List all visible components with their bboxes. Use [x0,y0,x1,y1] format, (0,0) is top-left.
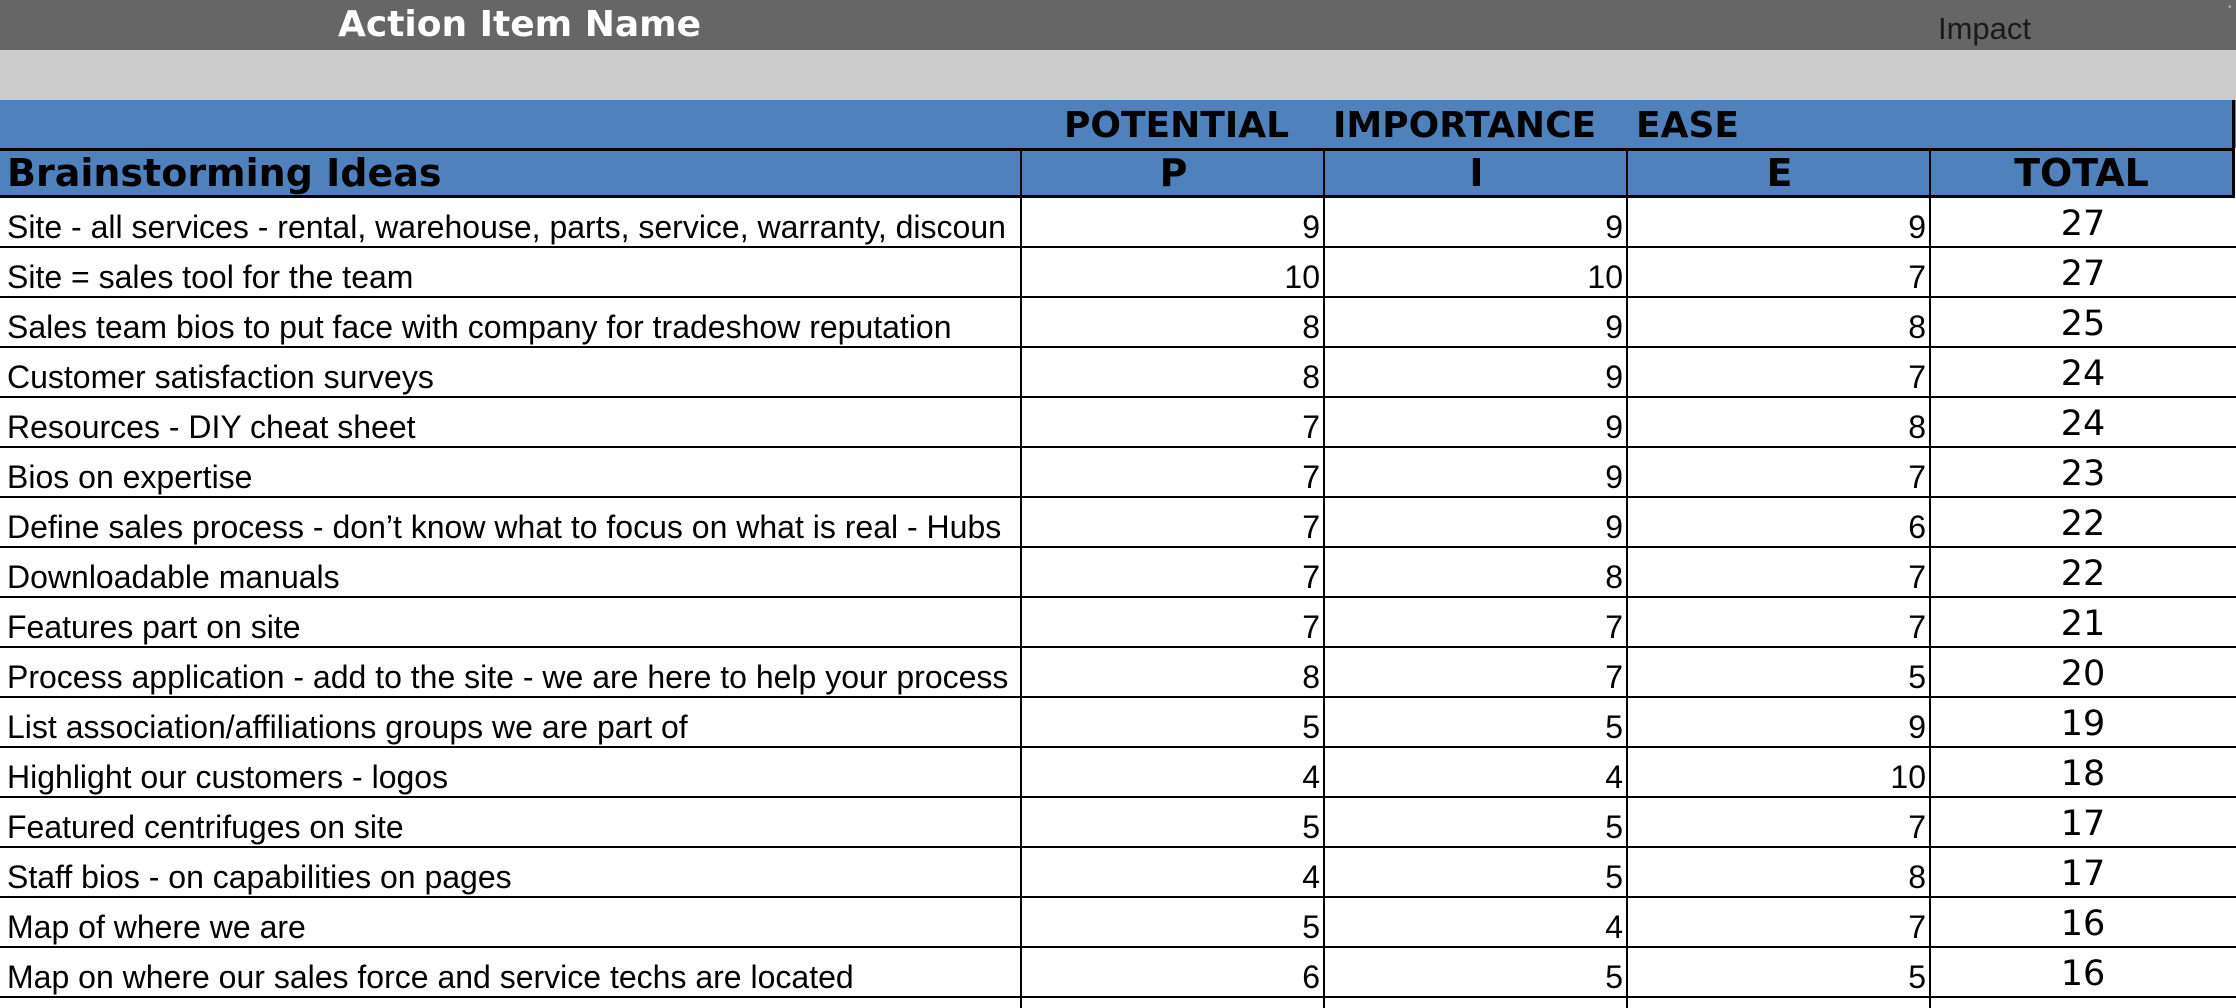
idea-cell[interactable]: Resources - DIY cheat sheet [7,409,416,445]
header-total[interactable]: TOTAL [2014,151,2149,195]
ease-cell[interactable]: 9 [1908,209,1926,245]
sheet-title: Action Item Name [338,4,702,45]
potential-cell[interactable]: 7 [1302,409,1320,445]
potential-cell[interactable]: 7 [1302,609,1320,645]
ease-cell[interactable]: 7 [1908,559,1926,595]
table-row [0,398,2236,448]
ease-cell[interactable]: 7 [1908,609,1926,645]
total-cell[interactable]: 19 [2060,704,2106,744]
total-cell[interactable]: 21 [2060,604,2106,644]
table-row [0,348,2236,398]
importance-cell[interactable]: 5 [1605,859,1623,895]
potential-cell[interactable]: 10 [1284,259,1320,295]
ease-cell[interactable]: 10 [1890,759,1926,795]
table-row [0,848,2236,898]
total-cell[interactable]: 17 [2060,854,2106,894]
header-brainstorming-ideas[interactable]: Brainstorming Ideas [7,151,442,195]
total-cell[interactable]: 22 [2060,554,2106,594]
total-cell[interactable]: 27 [2060,204,2106,244]
total-cell[interactable]: 18 [2060,754,2106,794]
header-e[interactable]: E [1766,151,1793,195]
column-divider [1626,148,1628,1008]
table-row [0,798,2236,848]
idea-cell[interactable]: Features part on site [7,609,301,645]
potential-cell[interactable]: 6 [1302,959,1320,995]
total-cell[interactable]: 24 [2060,354,2106,394]
total-cell[interactable]: 27 [2060,254,2106,294]
total-cell[interactable]: 16 [2060,904,2106,944]
table-row [0,248,2236,298]
potential-cell[interactable]: 7 [1302,459,1320,495]
idea-cell[interactable]: Site - all services - rental, warehouse, parts, service, warranty, discoun [7,209,1006,245]
idea-cell[interactable]: Featured centrifuges on site [7,809,404,845]
ease-cell[interactable]: 7 [1908,809,1926,845]
ease-cell[interactable]: 7 [1908,909,1926,945]
ease-cell[interactable]: 5 [1908,659,1926,695]
potential-cell[interactable]: 5 [1302,809,1320,845]
table-row [0,698,2236,748]
importance-cell[interactable]: 10 [1587,259,1623,295]
impact-label: Impact [1938,11,2032,46]
idea-cell[interactable]: Highlight our customers - logos [7,759,449,795]
ease-cell[interactable]: 9 [1908,709,1926,745]
ease-cell[interactable]: 7 [1908,359,1926,395]
importance-cell[interactable]: 9 [1605,209,1623,245]
importance-cell[interactable]: 9 [1605,509,1623,545]
total-cell[interactable]: 16 [2060,954,2106,994]
table-row [0,448,2236,498]
header-i[interactable]: I [1469,151,1484,195]
potential-cell[interactable]: 8 [1302,659,1320,695]
potential-cell[interactable]: 8 [1302,309,1320,345]
idea-cell[interactable]: Downloadable manuals [7,559,340,595]
ease-label: EASE [1636,105,1739,146]
importance-cell[interactable]: 5 [1605,959,1623,995]
potential-cell[interactable]: 5 [1302,709,1320,745]
column-divider [1323,148,1325,1008]
column-divider [1020,148,1022,1008]
table-row [0,498,2236,548]
header-p[interactable]: P [1159,151,1188,195]
column-divider [1929,148,1931,1008]
title-bar [0,0,2236,50]
total-cell[interactable]: 23 [2060,454,2106,494]
importance-cell[interactable]: 9 [1605,359,1623,395]
idea-cell[interactable]: Map on where our sales force and service techs are located [7,959,854,995]
potential-cell[interactable]: 7 [1302,509,1320,545]
importance-cell[interactable]: 7 [1605,659,1623,695]
importance-cell[interactable]: 9 [1605,309,1623,345]
idea-cell[interactable]: Define sales process - don’t know what to focus on what is real - Hubs [7,509,1002,545]
table-row [0,748,2236,798]
importance-cell[interactable]: 9 [1605,409,1623,445]
idea-cell[interactable]: Site = sales tool for the team [7,259,414,295]
ease-cell[interactable]: 8 [1908,859,1926,895]
ease-cell[interactable]: 5 [1908,959,1926,995]
table-row [0,598,2236,648]
table-row [0,548,2236,598]
ease-cell[interactable]: 8 [1908,309,1926,345]
header-right-edge [2232,100,2235,198]
importance-label: IMPORTANCE [1333,105,1597,146]
total-cell[interactable]: 24 [2060,404,2106,444]
importance-cell[interactable]: 4 [1605,759,1623,795]
table-row [0,948,2236,998]
table-row [0,198,2236,248]
importance-cell[interactable]: 8 [1605,559,1623,595]
table-row [0,648,2236,698]
resize-corner-icon: • [2228,2,2232,13]
importance-cell[interactable]: 5 [1605,809,1623,845]
idea-cell[interactable]: Customer satisfaction surveys [7,359,434,395]
idea-cell[interactable]: Staff bios - on capabilities on pages [7,859,512,895]
importance-cell[interactable]: 5 [1605,709,1623,745]
ease-cell[interactable]: 7 [1908,459,1926,495]
idea-cell[interactable]: Map of where we are [7,909,306,945]
total-cell[interactable]: 20 [2060,654,2106,694]
total-cell[interactable]: 25 [2060,304,2106,344]
table-row [0,298,2236,348]
total-cell[interactable]: 22 [2060,504,2106,544]
importance-cell[interactable]: 9 [1605,459,1623,495]
table-row [0,898,2236,948]
idea-cell[interactable]: Sales team bios to put face with company for tradeshow reputation [7,309,952,345]
ease-cell[interactable]: 7 [1908,259,1926,295]
blank-grey-row[interactable] [0,50,2236,100]
importance-cell[interactable]: 7 [1605,609,1623,645]
ease-cell[interactable]: 8 [1908,409,1926,445]
potential-cell[interactable]: 4 [1302,859,1320,895]
data-rows [0,198,2236,998]
potential-cell[interactable]: 8 [1302,359,1320,395]
idea-cell[interactable]: Process application - add to the site - we are here to help your process [7,659,1009,695]
potential-cell[interactable]: 7 [1302,559,1320,595]
importance-cell[interactable]: 4 [1605,909,1623,945]
potential-cell[interactable]: 5 [1302,909,1320,945]
potential-cell[interactable]: 9 [1302,209,1320,245]
total-cell[interactable]: 17 [2060,804,2106,844]
potential-cell[interactable]: 4 [1302,759,1320,795]
idea-cell[interactable]: Bios on expertise [7,459,253,495]
idea-cell[interactable]: List association/affiliations groups we are part of [7,709,688,745]
ease-cell[interactable]: 6 [1908,509,1926,545]
potential-label: POTENTIAL [1064,105,1290,146]
